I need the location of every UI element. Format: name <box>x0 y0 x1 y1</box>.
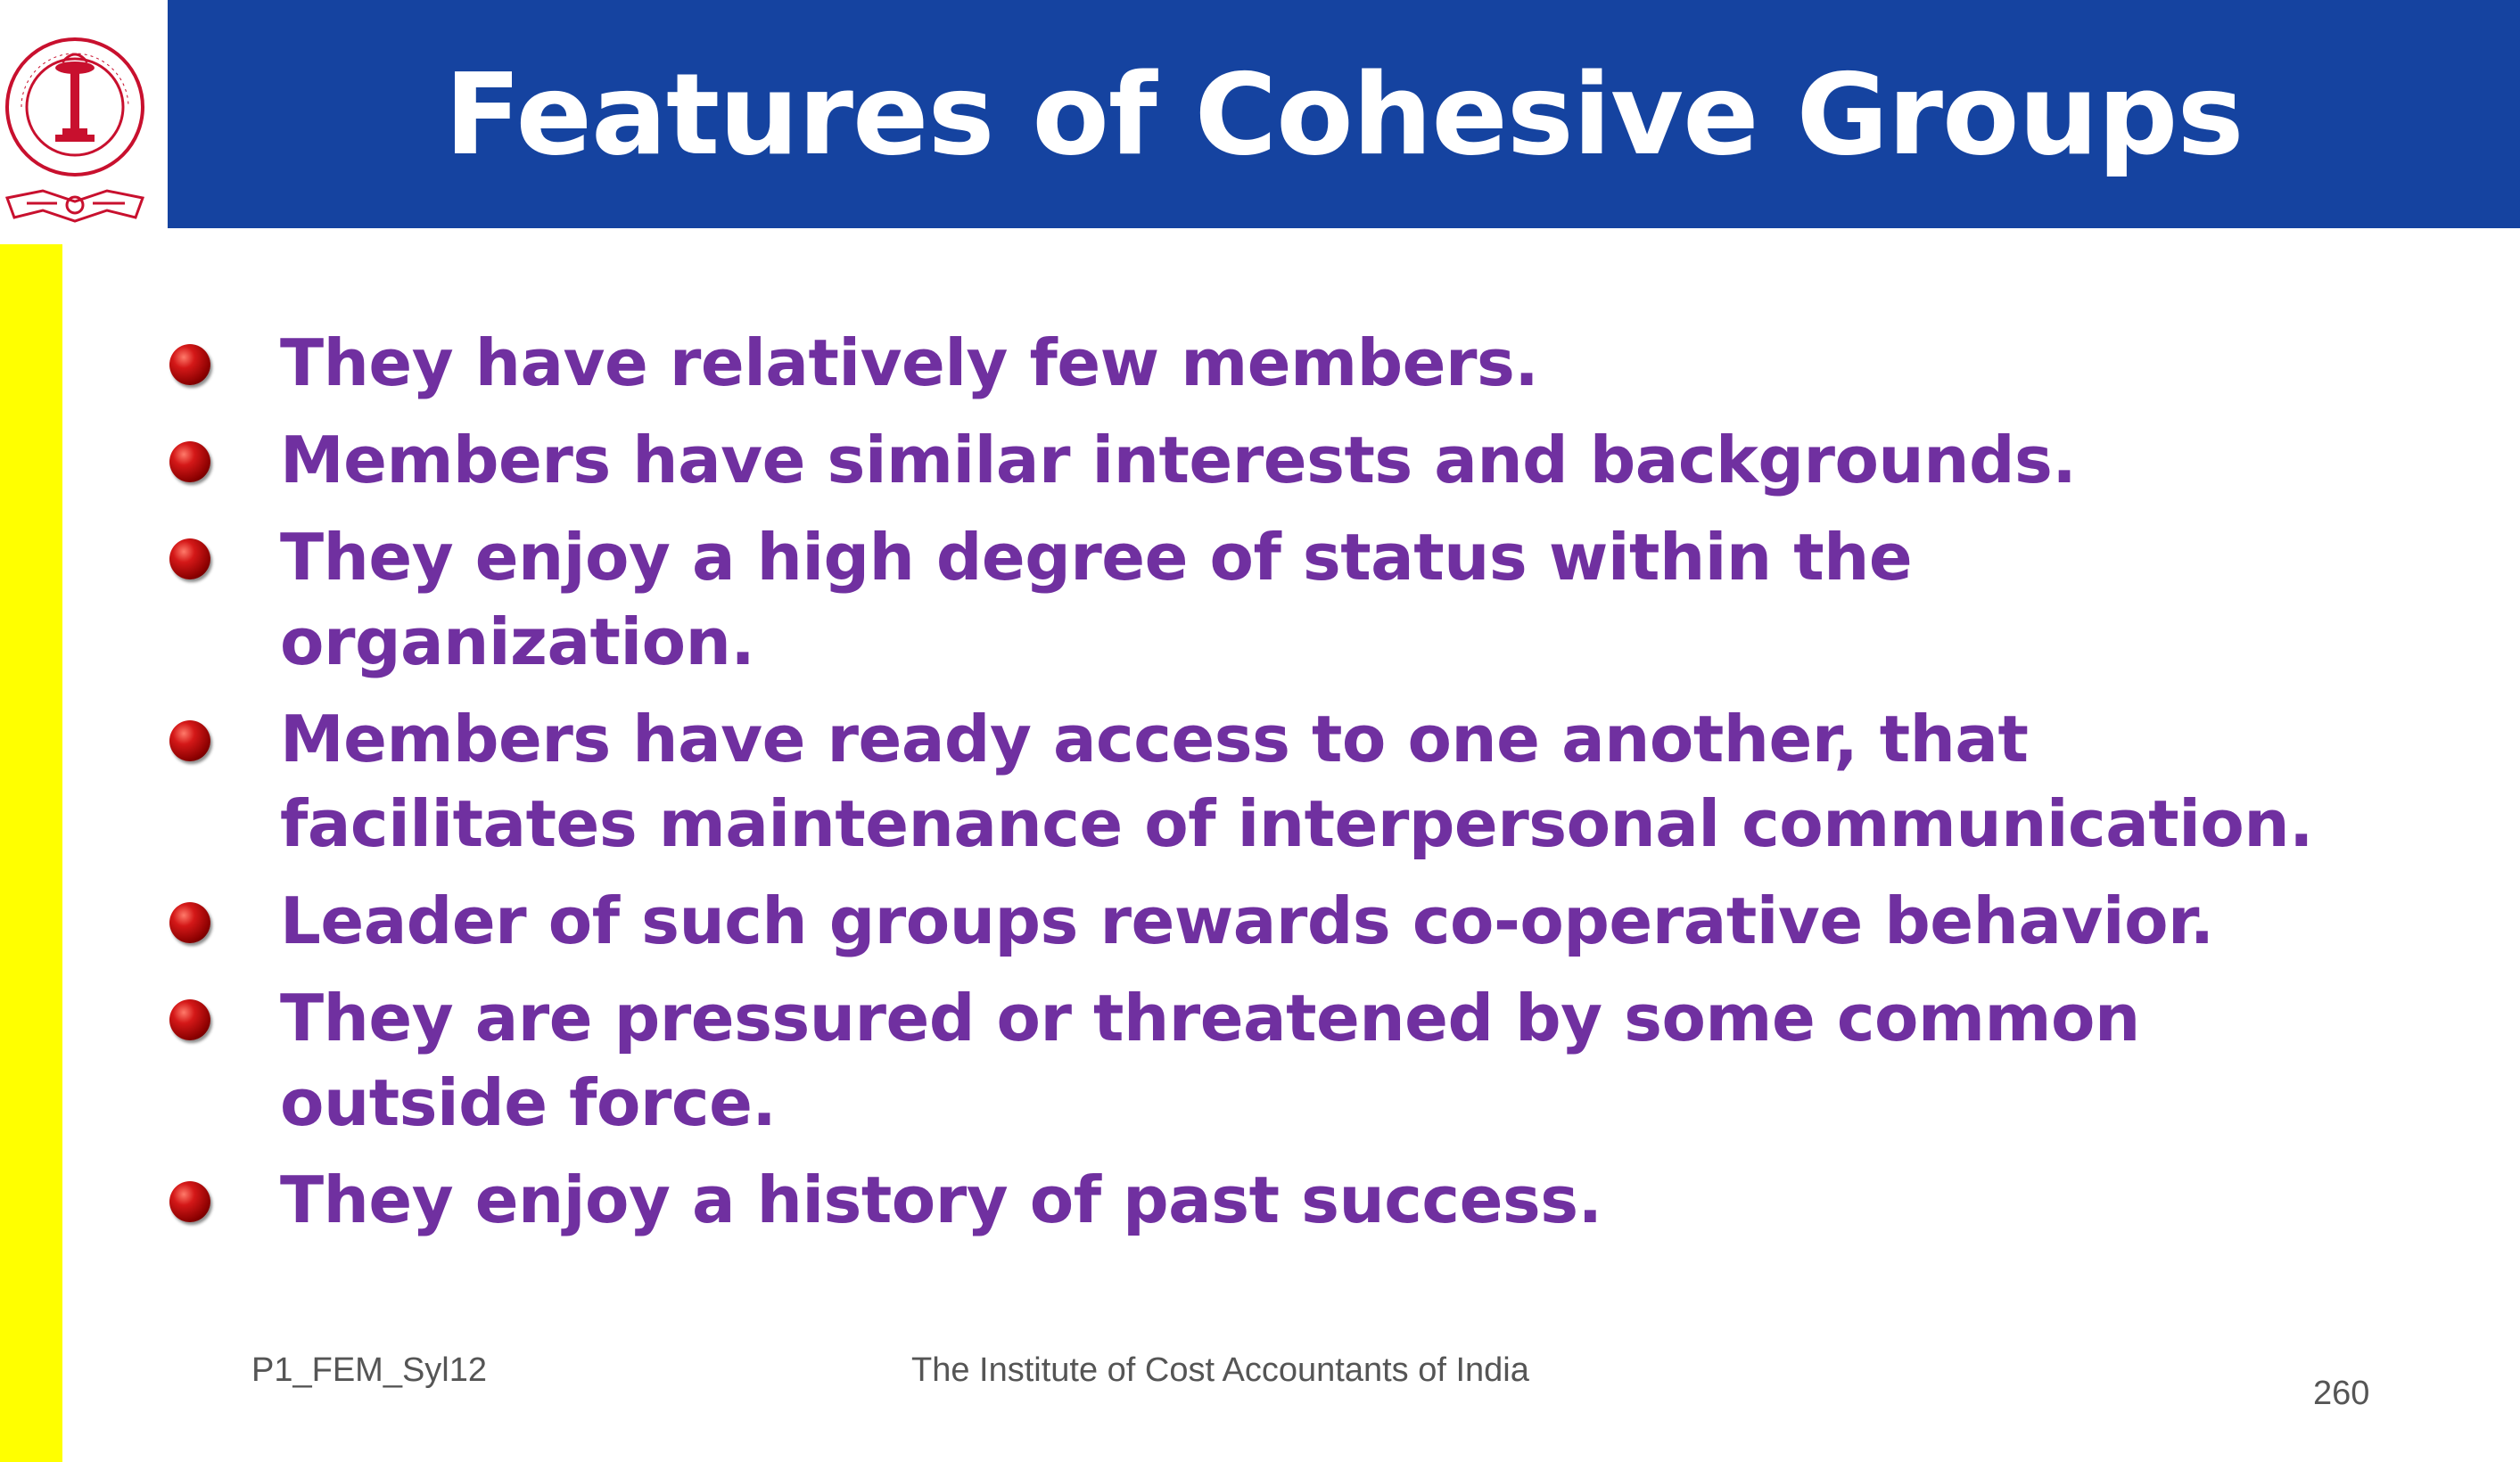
bullet-dot-icon <box>169 720 210 761</box>
lamp-emblem-icon <box>0 0 150 228</box>
bullet-dot-icon <box>169 999 210 1040</box>
bullet-text: They have relatively few members. <box>280 325 1539 400</box>
bullet-dot-icon <box>169 1181 210 1222</box>
bullet-text: Leader of such groups rewards co-operative behavior. <box>280 883 2214 958</box>
bullet-item <box>161 879 2390 964</box>
bullet-item <box>161 321 2390 406</box>
slide-title: Features of Cohesive Groups <box>444 48 2244 180</box>
bullet-item <box>161 1158 2390 1243</box>
bullet-item <box>161 515 2390 685</box>
footer-code: P1_FEM_Syl12 <box>251 1351 488 1389</box>
bullet-text: They enjoy a history of past success. <box>280 1162 1602 1237</box>
institute-logo <box>0 0 150 228</box>
bullet-dot-icon <box>169 902 210 943</box>
page-number: 260 <box>2313 1375 2370 1412</box>
bullet-dot-icon <box>169 344 210 385</box>
bullet-dot-icon <box>169 441 210 482</box>
side-accent-bar <box>0 244 62 1462</box>
footer-organization: The Institute of Cost Accountants of India <box>911 1351 1529 1389</box>
bullet-text: They enjoy a high degree of status within the organization. <box>280 520 1913 679</box>
bullet-item <box>161 697 2390 867</box>
title-bar <box>168 0 2520 228</box>
bullet-dot-icon <box>169 538 210 579</box>
bullet-text: Members have similar interests and backgrounds. <box>280 423 2077 497</box>
bullet-item <box>161 418 2390 503</box>
bullet-list <box>161 321 2390 1255</box>
bullet-item <box>161 976 2390 1146</box>
bullet-text: Members have ready access to one another, that facilitates maintenance of interpersonal communication. <box>280 702 2313 861</box>
bullet-text: They are pressured or threatened by some common outside force. <box>280 981 2140 1140</box>
